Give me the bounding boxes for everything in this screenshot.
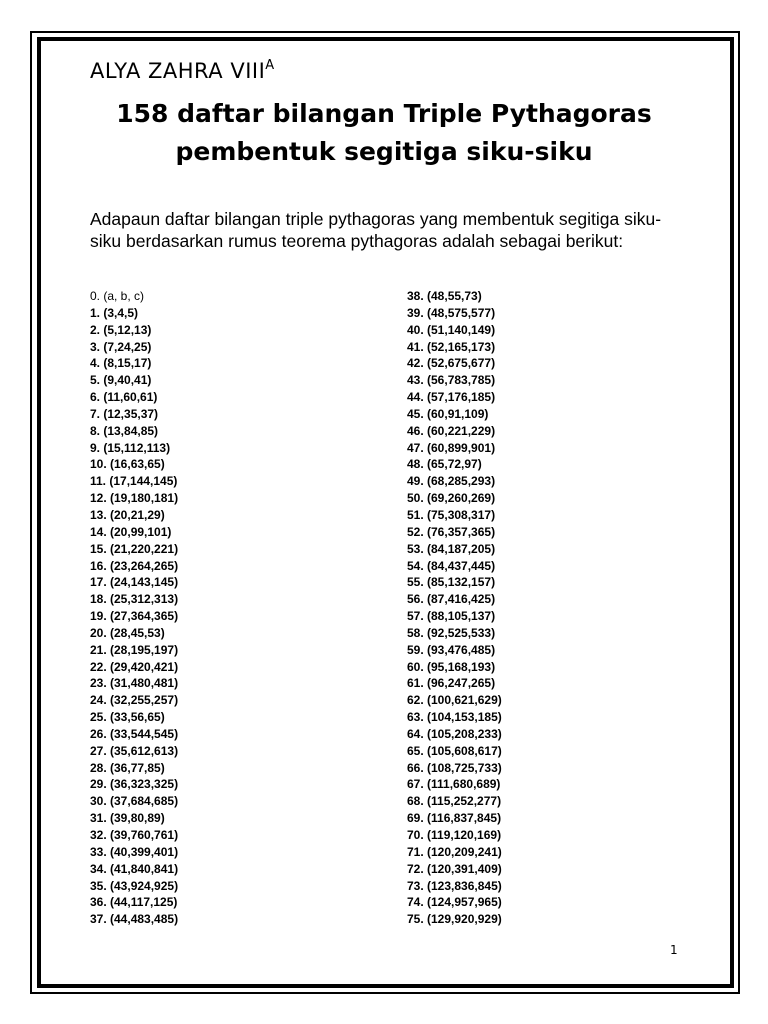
list-item: 32. (39,760,761)	[90, 828, 179, 842]
list-item: 45. (60,91,109)	[407, 406, 489, 421]
intro-line-1: Adapaun daftar bilangan triple pythagoras yang membentuk segitiga siku-	[90, 209, 662, 229]
list-item: 26. (33,544,545)	[90, 726, 179, 741]
list-item: 41. (52,165,173)	[407, 339, 496, 354]
list-item: 34. (41,840,841)	[90, 861, 179, 876]
triples-column-left	[90, 288, 178, 928]
triples-column-right	[407, 288, 502, 928]
list-item: 49. (68,285,293)	[407, 474, 496, 489]
author-class-superscript: A	[265, 58, 275, 73]
list-item: 68. (115,252,277)	[407, 794, 502, 809]
list-item: 43. (56,783,785)	[407, 373, 496, 388]
list-item: 73. (123,836,845)	[407, 878, 502, 893]
list-item: 14. (20,99,101)	[90, 524, 172, 539]
list-item: 29. (36,323,325)	[90, 777, 179, 792]
list-item: 63. (104,153,185)	[407, 710, 502, 725]
intro-line-2: siku berdasarkan rumus teorema pythagoras adalah sebagai berikut:	[90, 231, 624, 251]
list-item: 57. (88,105,137)	[407, 609, 496, 624]
list-header: 0. (a, b, c)	[90, 289, 145, 303]
list-item: 9. (15,112,113)	[90, 440, 171, 455]
list-item: 69. (116,837,845)	[407, 811, 502, 826]
list-item: 15. (21,220,221)	[90, 541, 179, 556]
list-item: 33. (40,399,401)	[90, 844, 179, 859]
list-item: 42. (52,675,677)	[407, 356, 496, 371]
list-item: 39. (48,575,577)	[407, 305, 496, 320]
list-item: 27. (35,612,613)	[90, 743, 179, 758]
list-item: 35. (43,924,925)	[90, 878, 179, 893]
list-item: 1. (3,4,5)	[90, 305, 139, 320]
list-item: 36. (44,117,125)	[90, 895, 178, 910]
author-line	[90, 58, 275, 83]
page-title	[60, 95, 708, 171]
list-item: 64. (105,208,233)	[407, 726, 502, 741]
list-item: 44. (57,176,185)	[407, 390, 496, 405]
list-item: 6. (11,60,61)	[90, 390, 158, 405]
list-item: 48. (65,72,97)	[407, 457, 482, 472]
title-line-2: pembentuk segitiga siku-siku	[175, 137, 593, 166]
list-item: 53. (84,187,205)	[407, 541, 496, 556]
list-item: 62. (100,621,629)	[407, 693, 502, 708]
list-item: 65. (105,608,617)	[407, 743, 502, 758]
list-item: 16. (23,264,265)	[90, 558, 179, 573]
list-item: 51. (75,308,317)	[407, 507, 496, 522]
list-item: 38. (48,55,73)	[407, 289, 482, 303]
list-item: 40. (51,140,149)	[407, 322, 496, 337]
list-item: 7. (12,35,37)	[90, 406, 159, 421]
list-item: 3. (7,24,25)	[90, 339, 152, 354]
list-item: 10. (16,63,65)	[90, 457, 165, 472]
list-item: 37. (44,483,485)	[90, 912, 179, 927]
list-item: 19. (27,364,365)	[90, 609, 179, 624]
list-item: 55. (85,132,157)	[407, 575, 496, 590]
list-item: 20. (28,45,53)	[90, 625, 165, 640]
author-name: ALYA ZAHRA VIII	[90, 59, 266, 83]
intro-paragraph	[90, 208, 680, 252]
list-item: 54. (84,437,445)	[407, 558, 496, 573]
list-item: 72. (120,391,409)	[407, 861, 502, 876]
list-item: 71. (120,209,241)	[407, 844, 502, 859]
list-item: 46. (60,221,229)	[407, 423, 496, 438]
title-line-1: 158 daftar bilangan Triple Pythagoras	[116, 99, 652, 128]
list-item: 52. (76,357,365)	[407, 524, 496, 539]
list-item: 56. (87,416,425)	[407, 592, 496, 607]
list-item: 60. (95,168,193)	[407, 659, 496, 674]
list-item: 5. (9,40,41)	[90, 373, 152, 388]
list-item: 50. (69,260,269)	[407, 491, 496, 506]
list-item: 4. (8,15,17)	[90, 356, 152, 371]
list-item: 31. (39,80,89)	[90, 811, 165, 826]
list-item: 12. (19,180,181)	[90, 491, 179, 506]
list-item: 47. (60,899,901)	[407, 440, 496, 455]
list-item: 61. (96,247,265)	[407, 676, 496, 691]
list-item: 23. (31,480,481)	[90, 676, 179, 691]
list-item: 17. (24,143,145)	[90, 575, 179, 590]
list-item: 18. (25,312,313)	[90, 592, 179, 607]
list-item: 66. (108,725,733)	[407, 760, 502, 775]
list-item: 74. (124,957,965)	[407, 895, 502, 910]
list-item: 30. (37,684,685)	[90, 794, 179, 809]
list-item: 67. (111,680,689)	[407, 777, 501, 792]
list-item: 21. (28,195,197)	[90, 642, 179, 657]
list-item: 13. (20,21,29)	[90, 507, 165, 522]
list-item: 22. (29,420,421)	[90, 659, 179, 674]
list-item: 8. (13,84,85)	[90, 423, 159, 438]
page-number: 1	[670, 943, 678, 957]
list-item: 24. (32,255,257)	[90, 693, 179, 708]
list-item: 75. (129,920,929)	[407, 912, 502, 927]
list-item: 28. (36,77,85)	[90, 760, 165, 775]
list-item: 70. (119,120,169)	[407, 828, 502, 842]
list-item: 59. (93,476,485)	[407, 642, 496, 657]
list-item: 2. (5,12,13)	[90, 322, 152, 337]
list-item: 11. (17,144,145)	[90, 474, 178, 489]
list-item: 25. (33,56,65)	[90, 710, 165, 725]
list-item: 58. (92,525,533)	[407, 625, 496, 640]
